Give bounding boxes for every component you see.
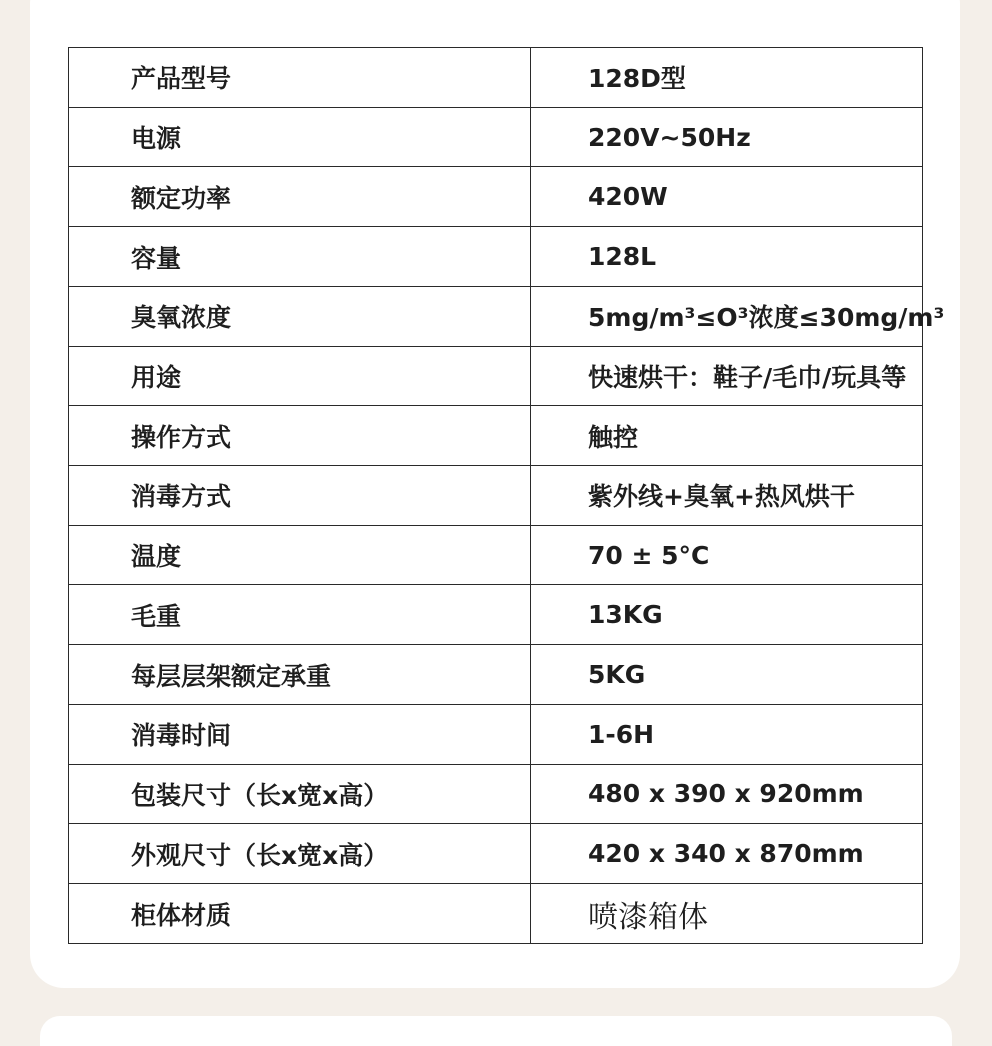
table-row xyxy=(69,525,923,585)
spec-label-gross-weight: 毛重 xyxy=(69,585,531,645)
spec-value-power-supply: 220V~50Hz xyxy=(531,107,923,167)
spec-value-cabinet-material: 喷漆箱体 xyxy=(531,884,923,944)
table-row xyxy=(69,167,923,227)
spec-label-disinfection-method: 消毒方式 xyxy=(69,466,531,526)
table-row xyxy=(69,346,923,406)
spec-value-ozone: 5mg/m³≤O³浓度≤30mg/m³ xyxy=(531,286,923,346)
table-row xyxy=(69,645,923,705)
spec-label-model: 产品型号 xyxy=(69,48,531,108)
table-row xyxy=(69,286,923,346)
table-row xyxy=(69,585,923,645)
spec-label-usage: 用途 xyxy=(69,346,531,406)
spec-label-cabinet-material: 柜体材质 xyxy=(69,884,531,944)
spec-value-operation: 触控 xyxy=(531,406,923,466)
table-row xyxy=(69,227,923,287)
spec-value-usage: 快速烘干：鞋子/毛巾/玩具等 xyxy=(531,346,923,406)
next-card-edge xyxy=(40,1016,952,1046)
spec-label-operation: 操作方式 xyxy=(69,406,531,466)
spec-value-temperature: 70 ± 5°C xyxy=(531,525,923,585)
spec-value-package-size: 480 x 390 x 920mm xyxy=(531,764,923,824)
spec-label-ozone: 臭氧浓度 xyxy=(69,286,531,346)
table-row xyxy=(69,764,923,824)
table-row xyxy=(69,48,923,108)
table-row xyxy=(69,824,923,884)
spec-value-model: 128D型 xyxy=(531,48,923,108)
spec-label-disinfection-time: 消毒时间 xyxy=(69,704,531,764)
spec-value-rated-power: 420W xyxy=(531,167,923,227)
table-row xyxy=(69,466,923,526)
table-row xyxy=(69,884,923,944)
spec-label-power-supply: 电源 xyxy=(69,107,531,167)
spec-table xyxy=(68,47,945,944)
spec-value-shelf-load: 5KG xyxy=(531,645,923,705)
spec-label-package-size: 包装尺寸（长x宽x高） xyxy=(69,764,531,824)
spec-value-gross-weight: 13KG xyxy=(531,585,923,645)
table-row xyxy=(69,406,923,466)
spec-label-temperature: 温度 xyxy=(69,525,531,585)
spec-label-capacity: 容量 xyxy=(69,227,531,287)
spec-label-shelf-load: 每层层架额定承重 xyxy=(69,645,531,705)
spec-value-disinfection-time: 1-6H xyxy=(531,704,923,764)
table-row xyxy=(69,107,923,167)
table-row xyxy=(69,704,923,764)
spec-value-capacity: 128L xyxy=(531,227,923,287)
spec-label-rated-power: 额定功率 xyxy=(69,167,531,227)
spec-label-product-size: 外观尺寸（长x宽x高） xyxy=(69,824,531,884)
spec-value-disinfection-method: 紫外线+臭氧+热风烘干 xyxy=(531,466,923,526)
spec-value-product-size: 420 x 340 x 870mm xyxy=(531,824,923,884)
